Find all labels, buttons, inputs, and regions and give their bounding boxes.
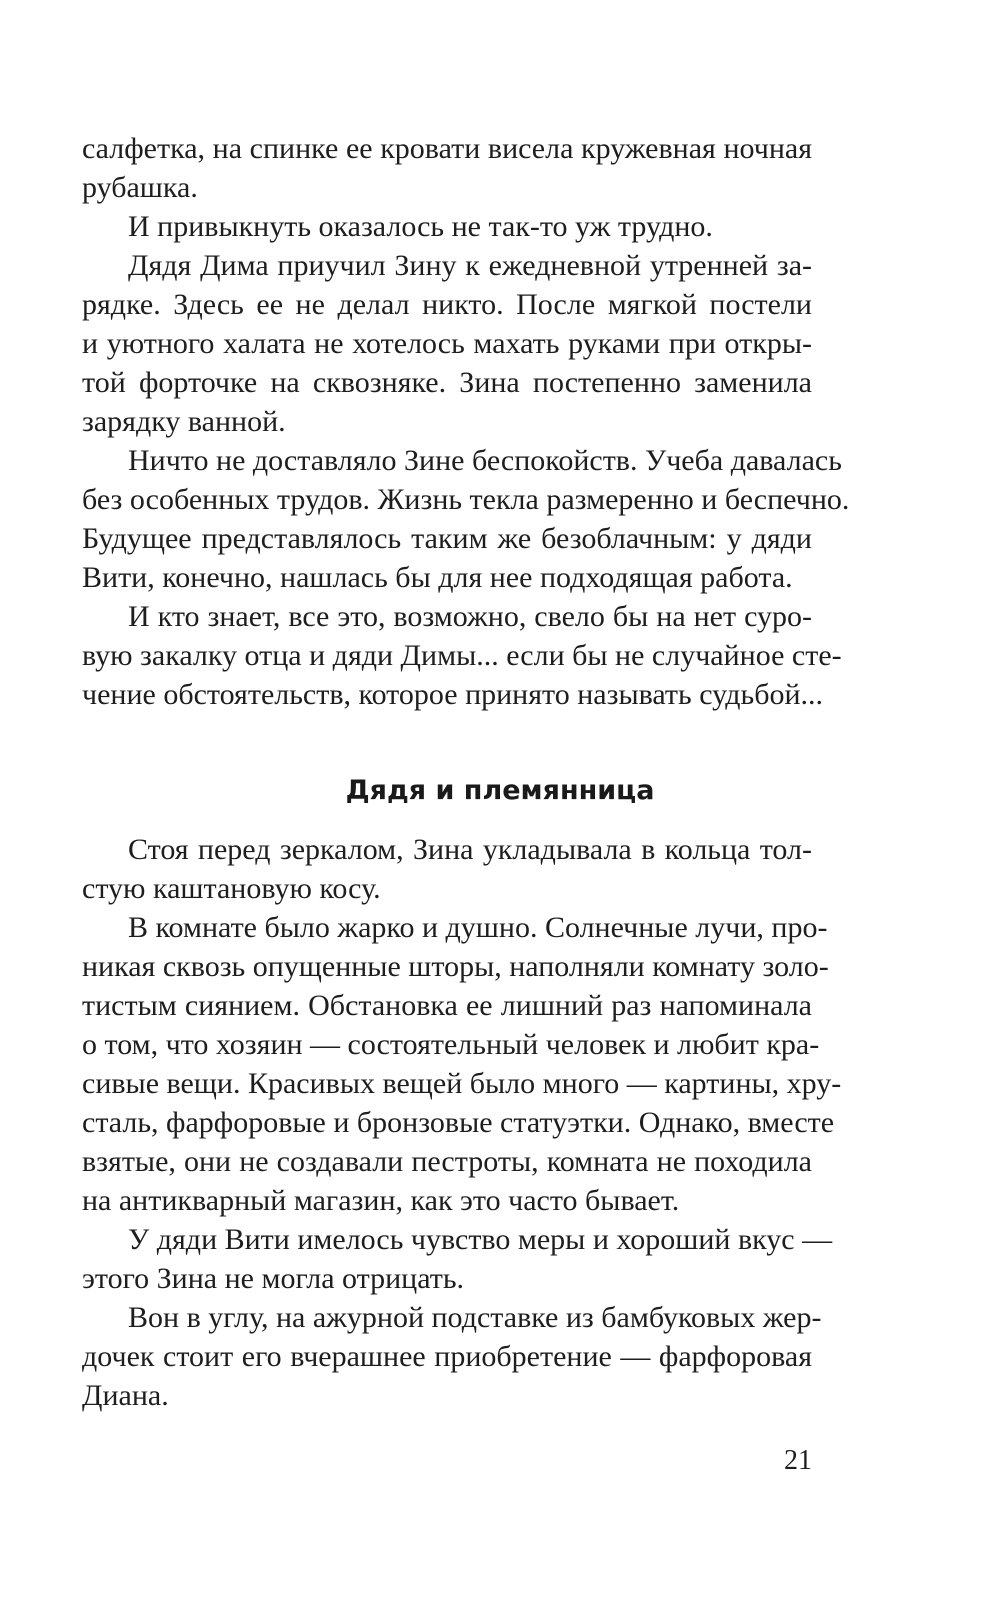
text-line: сивые вещи. Красивых вещей было много — картины, хру- (82, 1067, 842, 1100)
text-line: Вон в углу, на ажурной подставке из бамбуковых жер- (128, 1301, 822, 1334)
text-line: Ничто не доставляло Зине беспокойств. Учеба давалась (128, 444, 842, 477)
text-line: этого Зина не могла отрицать. (82, 1262, 465, 1295)
page-number: 21 (784, 1445, 812, 1476)
text-line: и уютного халата не хотелось махать руками при откры- (82, 327, 812, 360)
text-line: Диана. (82, 1379, 169, 1412)
text-line: дочек стоит его вчерашнее приобретение — фарфоровая (82, 1340, 812, 1373)
text-line: И кто знает, все это, возможно, свело бы на нет суро- (128, 600, 812, 633)
text-line: В комнате было жарко и душно. Солнечные лучи, про- (128, 911, 828, 944)
text-line: зарядку ванной. (82, 405, 286, 438)
text-line: рядке. Здесь ее не делал никто. После мягкой постели (82, 288, 812, 321)
text-line: взятые, они не создавали пестроты, комната не походила (82, 1145, 812, 1178)
text-line: салфетка, на спинке ее кровати висела кружевная ночная (82, 132, 812, 165)
text-line: вую закалку отца и дяди Димы... если бы не случайное сте- (82, 639, 842, 672)
text-line: Дядя Дима приучил Зину к ежедневной утренней за- (128, 249, 812, 282)
text-line: И привыкнуть оказалось не так-то уж трудно. (128, 210, 713, 243)
text-line: Стоя перед зеркалом, Зина укладывала в кольца тол- (128, 833, 812, 866)
text-line: сталь, фарфоровые и бронзовые статуэтки. Однако, вместе (82, 1106, 835, 1139)
text-line: о том, что хозяин — состоятельный человек и любит кра- (82, 1028, 820, 1061)
text-line: никая сквозь опущенные шторы, наполняли комнату золо- (82, 950, 829, 983)
text-line: стую каштановую косу. (82, 872, 381, 905)
text-line: без особенных трудов. Жизнь текла размеренно и беспечно. (82, 483, 850, 516)
text-line: Вити, конечно, нашлась бы для нее подходящая работа. (82, 561, 793, 594)
text-line: тистым сиянием. Обстановка ее лишний раз напоминала (82, 989, 812, 1022)
text-line: рубашка. (82, 171, 198, 204)
text-line: той форточке на сквозняке. Зина постепенно заменила (82, 366, 812, 399)
text-line: Будущее представлялось таким же безоблачным: у дяди (82, 522, 812, 555)
section-heading: Дядя и племянница (345, 775, 655, 806)
text-line: на антикварный магазин, как это часто бывает. (82, 1184, 680, 1217)
text-line: У дяди Вити имелось чувство меры и хороший вкус — (128, 1223, 833, 1256)
text-line: чение обстоятельств, которое принято называть судьбой... (82, 678, 824, 711)
